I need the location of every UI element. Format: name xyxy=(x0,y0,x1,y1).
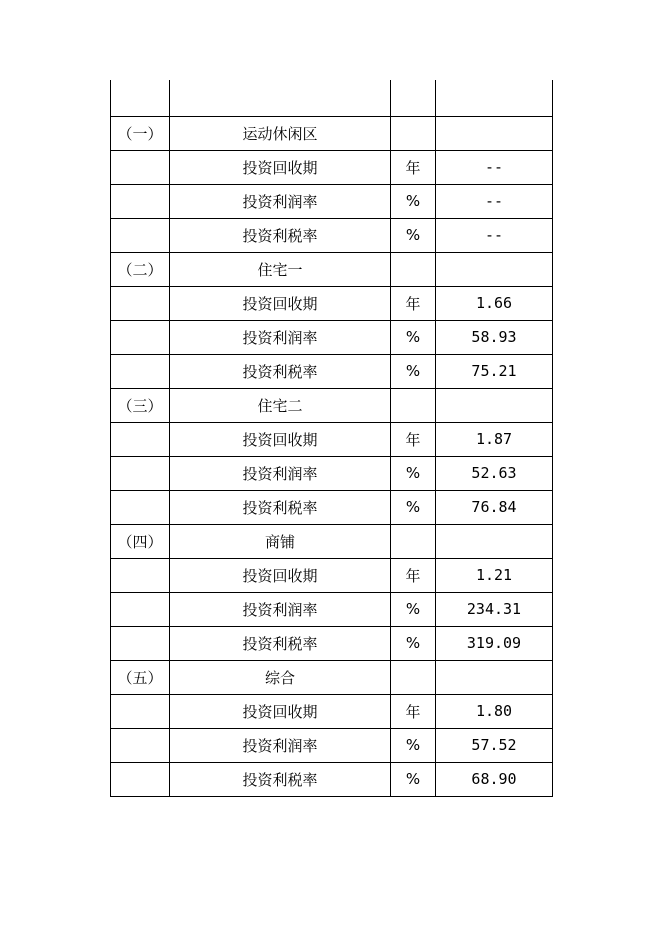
table-row xyxy=(111,184,553,218)
row-unit: 年 xyxy=(391,422,436,456)
row-value: 76.84 xyxy=(436,490,553,524)
row-label: 投资回收期 xyxy=(170,150,391,184)
section-name: 运动休闲区 xyxy=(170,116,391,150)
row-index-cell xyxy=(111,218,170,252)
row-value: 1.87 xyxy=(436,422,553,456)
section-index: （四） xyxy=(111,524,170,558)
row-unit: % xyxy=(391,762,436,796)
section-name: 综合 xyxy=(170,660,391,694)
row-unit: % xyxy=(391,456,436,490)
section-name: 住宅二 xyxy=(170,388,391,422)
section-value-cell xyxy=(436,660,553,694)
section-row xyxy=(111,660,553,694)
table-row xyxy=(111,150,553,184)
row-value: 234.31 xyxy=(436,592,553,626)
section-row xyxy=(111,388,553,422)
indicator-table xyxy=(110,80,553,797)
row-label: 投资利税率 xyxy=(170,218,391,252)
row-unit: % xyxy=(391,218,436,252)
section-row xyxy=(111,524,553,558)
row-unit: 年 xyxy=(391,558,436,592)
row-value: 75.21 xyxy=(436,354,553,388)
table-top-row xyxy=(111,80,553,116)
section-value-cell xyxy=(436,388,553,422)
row-unit: % xyxy=(391,490,436,524)
row-index-cell xyxy=(111,762,170,796)
table-row xyxy=(111,626,553,660)
row-value: 58.93 xyxy=(436,320,553,354)
table-row xyxy=(111,320,553,354)
row-unit: % xyxy=(391,728,436,762)
row-label: 投资回收期 xyxy=(170,422,391,456)
row-unit: % xyxy=(391,320,436,354)
section-value-cell xyxy=(436,252,553,286)
top-cell-unit xyxy=(391,80,436,116)
row-unit: % xyxy=(391,626,436,660)
row-label: 投资回收期 xyxy=(170,558,391,592)
top-cell-index xyxy=(111,80,170,116)
section-row xyxy=(111,252,553,286)
row-index-cell xyxy=(111,422,170,456)
row-label: 投资利润率 xyxy=(170,184,391,218)
table-row xyxy=(111,728,553,762)
row-value: 1.80 xyxy=(436,694,553,728)
row-label: 投资回收期 xyxy=(170,694,391,728)
row-unit: 年 xyxy=(391,286,436,320)
row-value: 1.66 xyxy=(436,286,553,320)
row-unit: 年 xyxy=(391,694,436,728)
row-value: 319.09 xyxy=(436,626,553,660)
top-cell-item xyxy=(170,80,391,116)
row-index-cell xyxy=(111,592,170,626)
section-name: 商铺 xyxy=(170,524,391,558)
section-index: （一） xyxy=(111,116,170,150)
row-value: -- xyxy=(436,150,553,184)
table-row xyxy=(111,456,553,490)
section-value-cell xyxy=(436,116,553,150)
row-label: 投资利税率 xyxy=(170,490,391,524)
row-index-cell xyxy=(111,728,170,762)
section-unit-cell xyxy=(391,116,436,150)
table-row xyxy=(111,218,553,252)
table-row xyxy=(111,558,553,592)
table-row xyxy=(111,490,553,524)
row-index-cell xyxy=(111,184,170,218)
row-index-cell xyxy=(111,354,170,388)
row-value: 57.52 xyxy=(436,728,553,762)
section-unit-cell xyxy=(391,660,436,694)
row-index-cell xyxy=(111,626,170,660)
table-row xyxy=(111,762,553,796)
row-label: 投资回收期 xyxy=(170,286,391,320)
indicator-table-body xyxy=(111,80,553,796)
row-value: 1.21 xyxy=(436,558,553,592)
row-label: 投资利润率 xyxy=(170,456,391,490)
row-unit: % xyxy=(391,184,436,218)
row-index-cell xyxy=(111,456,170,490)
row-label: 投资利润率 xyxy=(170,592,391,626)
row-label: 投资利税率 xyxy=(170,626,391,660)
row-value: 68.90 xyxy=(436,762,553,796)
table-row xyxy=(111,694,553,728)
section-unit-cell xyxy=(391,388,436,422)
row-value: 52.63 xyxy=(436,456,553,490)
row-label: 投资利润率 xyxy=(170,320,391,354)
row-value: -- xyxy=(436,184,553,218)
row-unit: % xyxy=(391,354,436,388)
row-index-cell xyxy=(111,694,170,728)
section-index: （三） xyxy=(111,388,170,422)
row-index-cell xyxy=(111,150,170,184)
row-unit: 年 xyxy=(391,150,436,184)
row-label: 投资利税率 xyxy=(170,762,391,796)
section-unit-cell xyxy=(391,252,436,286)
section-value-cell xyxy=(436,524,553,558)
row-label: 投资利润率 xyxy=(170,728,391,762)
table-row xyxy=(111,354,553,388)
row-index-cell xyxy=(111,320,170,354)
table-row xyxy=(111,286,553,320)
row-unit: % xyxy=(391,592,436,626)
table-row xyxy=(111,592,553,626)
table-row xyxy=(111,422,553,456)
section-unit-cell xyxy=(391,524,436,558)
row-index-cell xyxy=(111,490,170,524)
section-row xyxy=(111,116,553,150)
section-name: 住宅一 xyxy=(170,252,391,286)
row-value: -- xyxy=(436,218,553,252)
section-index: （二） xyxy=(111,252,170,286)
section-index: （五） xyxy=(111,660,170,694)
row-label: 投资利税率 xyxy=(170,354,391,388)
row-index-cell xyxy=(111,286,170,320)
row-index-cell xyxy=(111,558,170,592)
top-cell-value xyxy=(436,80,553,116)
